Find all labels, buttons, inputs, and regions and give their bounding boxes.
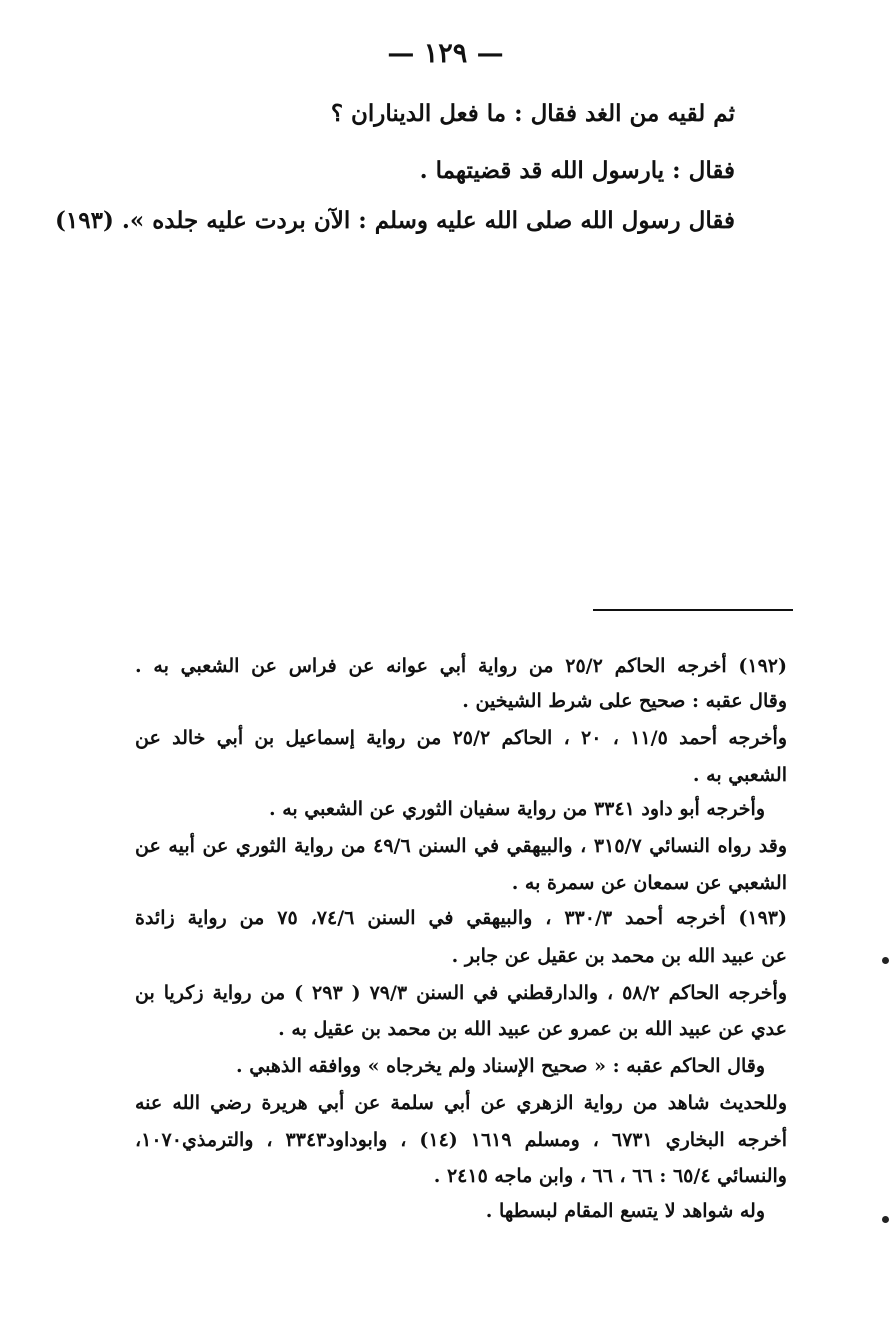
scan-speck <box>882 957 889 964</box>
footnote-line: وأخرجه الحاكم ٥٨/٢ ، والدارقطني في السنن ٧٩/٣ ( ٢٩٣ ) من رواية زكريا بن <box>135 982 787 1004</box>
footnote-line: الشعبي عن سمعان عن سمرة به . <box>511 872 787 894</box>
footnote-line: وأخرجه أحمد ١١/٥ ، ٢٠ ، الحاكم ٢٥/٢ من رواية إسماعيل بن أبي خالد عن <box>135 727 787 749</box>
footnote-line: الشعبي به . <box>692 764 787 786</box>
footnote-separator <box>593 609 793 611</box>
footnote-line: وللحديث شاهد من رواية الزهري عن أبي سلمة عن أبي هريرة رضي الله عنه <box>135 1092 787 1114</box>
footnote-line: وقال الحاكم عقبه : « صحيح الإسناد ولم يخرجاه » ووافقه الذهبي . <box>236 1055 765 1077</box>
footnote-line: أخرجه البخاري ٦٧٣١ ، ومسلم ١٦١٩ (١٤) ، وابوداود٣٣٤٣ ، والترمذي١٠٧٠، <box>135 1129 788 1151</box>
footnote-line: وقال عقبه : صحيح على شرط الشيخين . <box>462 690 787 712</box>
footnote-line: (١٩٢) أخرجه الحاكم ٢٥/٢ من رواية أبي عوانه عن فراس عن الشعبي به . <box>135 655 787 677</box>
footnote-line: (١٩٣) أخرجه أحمد ٣٣٠/٣ ، والبيهقي في السنن ٧٤/٦، ٧٥ من رواية زائدة <box>135 907 787 929</box>
footnote-line: وقد رواه النسائي ٣١٥/٧ ، والبيهقي في السنن ٤٩/٦ من رواية الثوري عن أبيه عن <box>135 835 787 857</box>
main-text-line-1: ثم لقيه من الغد فقال : ما فعل الديناران ؟ <box>330 100 735 127</box>
footnote-line: والنسائي ٦٥/٤ : ٦٦ ، ٦٦ ، وابن ماجه ٢٤١٥ . <box>433 1165 787 1187</box>
scan-speck <box>882 1216 889 1223</box>
footnote-line: عدي عن عبيد الله بن عمرو عن عبيد الله بن محمد بن عقيل به . <box>278 1018 787 1040</box>
main-text-line-2: فقال : يارسول الله قد قضيتهما . <box>419 157 735 184</box>
page-number: — ١٢٩ — <box>387 38 504 69</box>
footnote-line: عن عبيد الله بن محمد بن عقيل عن جابر . <box>451 945 787 967</box>
footnote-line: وأخرجه أبو داود ٣٣٤١ من رواية سفيان الثوري عن الشعبي به . <box>268 798 765 820</box>
main-text-line-3: فقال رسول الله صلى الله عليه وسلم : الآن بردت عليه جلده ». (١٩٣) <box>55 207 735 234</box>
footnote-line: وله شواهد لا يتسع المقام لبسطها . <box>485 1200 765 1222</box>
